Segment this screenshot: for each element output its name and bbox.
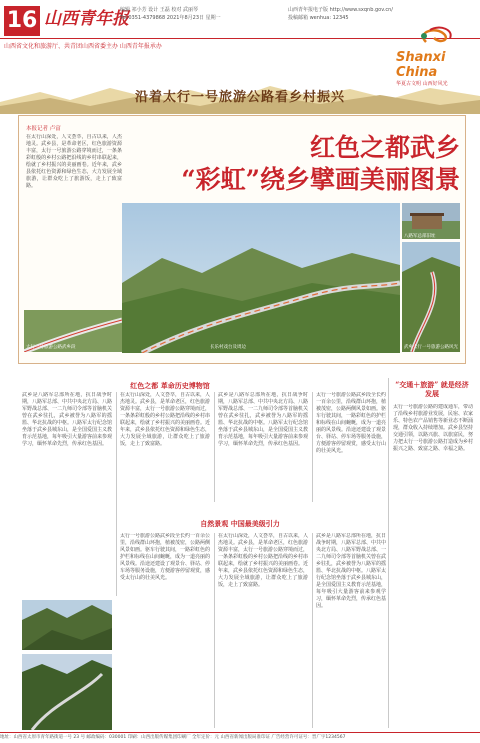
photo-landscape xyxy=(122,203,400,353)
column-divider xyxy=(214,392,215,502)
site-info: 山西青年报电子版 http://www.sxqnb.gov.cn/ xyxy=(288,7,393,13)
logo-brand: Shanxi China xyxy=(396,50,446,80)
column-divider xyxy=(312,533,313,728)
caption-bottom-left: 太行一号旅游公路武乡段 xyxy=(26,345,76,350)
section1-title: 红色之都 革命历史博物馆 xyxy=(130,381,210,390)
caption-bottom-right: 武乡太行一号旅游公路风光 xyxy=(404,345,458,350)
sponsor-line: 山西省文化和旅游厅、共青团山西省委主办 山西青年报承办 xyxy=(4,43,162,50)
section2-title: 自然景观 中国最美级引力 xyxy=(200,519,280,528)
caption-top-right: 八路军总部旧址 xyxy=(404,234,436,239)
section2-text-col2: 在太行山深处，人文荟萃，自古以来，人杰地灵。武乡县，是革命老区，红色旅游资源丰富，太行一号旅游公路穿境而过，一条条彩虹般的乡村公路把沿线的乡村串联起来，绘就了乡村振兴的美丽画卷。近年来，武乡县依托红色资源和绿色生态，大力发展全域旅游，让群众吃上了旅游饭，走上了致富路。 xyxy=(218,533,308,588)
masthead: 山西青年报 xyxy=(44,9,129,29)
section2-text-col3: 武乡是八路军总部所在地，抗日战争时期，八路军总部、中共中央北方局、八路军野战总部、一二九师司令部等首脑机关曾在武乡驻扎，武乡被誉为八路军的摇篮、华北抗战的中枢。八路军太行纪念馆坐落于武乡县城东山，是全国爱国主义教育示范基地，每年吸引大量游客前来参观学习，缅怀革命先烈，传承红色基因。 xyxy=(316,533,386,609)
logo-swirl-icon xyxy=(396,24,474,46)
email-info: 投稿邮箱 wenhua: 12345 xyxy=(288,15,349,21)
column-divider xyxy=(312,392,313,502)
headline-line2: “彩虹”绕乡擘画美丽图景 xyxy=(181,165,460,194)
page-number: 16 xyxy=(4,6,40,36)
photo-mountain-2 xyxy=(22,654,112,730)
section3-title: “交通＋旅游” 就是经济发展 xyxy=(395,380,469,398)
section1-text-col3: 武乡是八路军总部所在地，抗日战争时期，八路军总部、中共中央北方局、八路军野战总部、一二九师司令部等首脑机关曾在武乡驻扎，武乡被誉为八路军的摇篮、华北抗战的中枢。八路军太行纪念馆坐落于武乡县城东山，是全国爱国主义教育示范基地，每年吸引大量游客前来参观学习，缅怀革命先烈，传承红色基因。 xyxy=(218,392,308,447)
banner-title: 沿着太行一号旅游公路看乡村振兴 xyxy=(134,90,345,105)
column-divider xyxy=(214,533,215,728)
intro-text: 在太行山深处，人文荟萃，自古以来，人杰地灵。武乡县，是革命老区，红色旅游资源丰富，太行一号旅游公路穿境而过，一条条彩虹般的乡村公路把沿线的乡村串联起来，绘就了乡村振兴的美丽画卷。近年来，武乡县依托红色资源和绿色生态，大力发展全域旅游，让群众吃上了旅游饭，走上了致富路。 xyxy=(26,134,122,189)
shanxi-logo xyxy=(396,24,474,87)
photo-mountain-1 xyxy=(22,600,112,650)
photo-road-right xyxy=(402,242,460,352)
logo-tagline: 华夏古文明 山西好风光 xyxy=(396,81,448,87)
section2-text-col1: 太行一号旅游公路武乡段全长约一百余公里，沿线群山环抱，植被茂密，公路两侧风景如画。驱车行驶其间，一路彩虹色的护栏和标线在山间蜿蜒，成为一道亮丽的风景线。沿途还建设了观景台、驿站、停车场等服务设施，方便游客停留观赏，感受太行山的壮美风光。 xyxy=(120,533,210,581)
caption-bottom-mid: 长乐村戏台及周边 xyxy=(210,345,246,350)
editor-info: 编辑 祁小芳 设计 王磊 校对 武丽琴 xyxy=(120,7,198,13)
section1-text-col4: 太行一号旅游公路武乡段全长约一百余公里，沿线群山环抱，植被茂密，公路两侧风景如画。驱车行驶其间，一路彩虹色的护栏和标线在山间蜿蜒，成为一道亮丽的风景线。沿途还建设了观景台、驿站、停车场等服务设施，方便游客停留观赏，感受太行山的壮美风光。 xyxy=(316,392,386,454)
date-info: Tel:0351-4379868 2021年8月23日 星期一 xyxy=(120,15,221,21)
section1-text-col2: 在太行山深处，人文荟萃，自古以来，人杰地灵。武乡县，是革命老区，红色旅游资源丰富，太行一号旅游公路穿境而过，一条条彩虹般的乡村公路把沿线的乡村串联起来，绘就了乡村振兴的美丽画卷。近年来，武乡县依托红色资源和绿色生态，大力发展全域旅游，让群众吃上了旅游饭，走上了致富路。 xyxy=(120,392,210,447)
section3-text: 太行一号旅游公路的建成通车，带动了沿线乡村旅游业发展，民宿、农家乐、特色农产品销售等新业态不断涌现，群众收入持续增加。武乡县坚持交通引领，以路兴旅、以旅富民，努力把太行一号旅游公路打造成为乡村振兴之路、致富之路、幸福之路。 xyxy=(393,404,473,452)
footer-info: 地址：山西省太原市青年路街道一号 23 号 邮政编码：030001 印刷：山西出版传媒集团印刷厂 全年定价：元 山西省新闻出版局准印证 广告经营许可证号：晋广字1234567 xyxy=(0,732,480,743)
headline-line1: 红色之都武乡 xyxy=(309,133,460,162)
column-divider xyxy=(116,392,117,596)
byline: 本报记者 卢富 xyxy=(26,126,61,132)
section1-text-col1: 武乡是八路军总部所在地，抗日战争时期，八路军总部、中共中央北方局、八路军野战总部、一二九师司令部等首脑机关曾在武乡驻扎，武乡被誉为八路军的摇篮、华北抗战的中枢。八路军太行纪念馆坐落于武乡县城东山，是全国爱国主义教育示范基地，每年吸引大量游客前来参观学习，缅怀革命先烈，传承红色基因。 xyxy=(22,392,112,447)
column-divider xyxy=(388,378,389,728)
